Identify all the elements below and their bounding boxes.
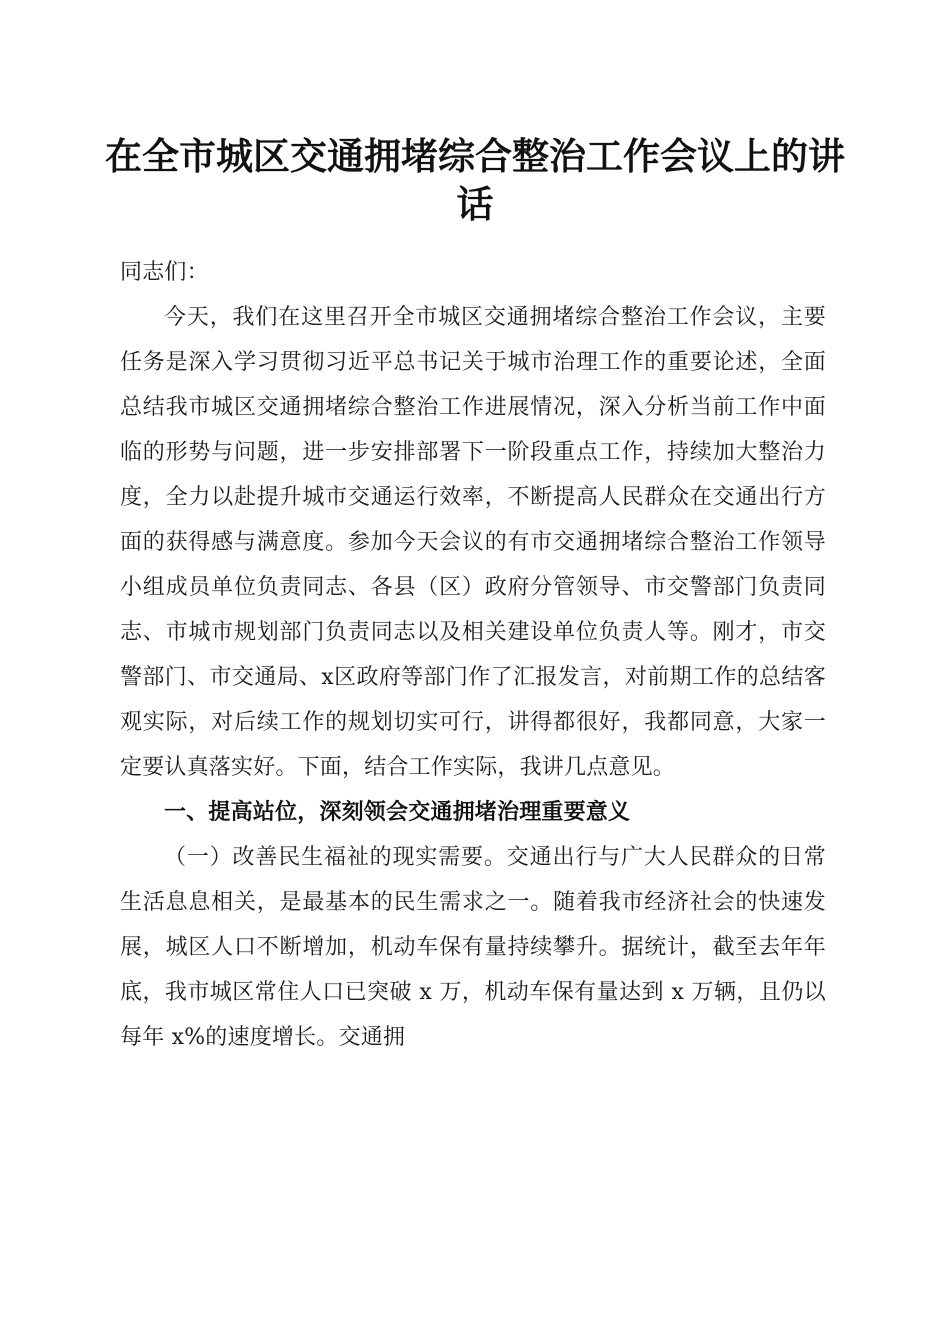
salutation: 同志们： [120,260,209,285]
intro-paragraph: 今天，我们在这里召开全市城区交通拥堵综合整治工作会议，主要任务是深入学习贯彻习近平总书记关于城市治理工作的重要论述，全面总结我市城区交通拥堵综合整治工作进展情况，深入分析当前工作中面临的形势与问题，进一步安排部署下一阶段重点工作，持续加大整治力度，全力以赴提升城市交通运行效率，不断提高人民群众在交通出行方面的获得感与满意度。参加今天会议的有市交通拥堵综合整治工作领导小组成员单位负责同志、各县（区）政府分管领导、市交警部门负责同志、市城市规划部门负责同志以及相关建设单位负责人等。刚才，市交警部门、市交通局、x区政府等部门作了汇报发言，对前期工作的总结客观实际，对后续工作的规划切实可行，讲得都很好，我都同意，大家一定要认真落实好。下面，结合工作实际，我讲几点意见。 [120,305,826,780]
subsection-paragraph [120,835,826,1060]
document-body [120,250,826,1060]
subsection-heading: （一）改善民生福祉的现实需要。 [164,845,507,870]
section-heading: 一、提高站位，深刻领会交通拥堵治理重要意义 [164,800,631,825]
document-title: 在全市城区交通拥堵综合整治工作会议上的讲话 [105,134,845,226]
subsection-text: 交通出行与广大人民群众的日常生活息息相关，是最基本的民生需求之一。随着我市经济社会的快速发展，城区人口不断增加，机动车保有量持续攀升。据统计，截至去年年底，我市城区常住人口已突破 x 万，机动车保有量达到 x 万辆，且仍以每年 x%的速度增长。交通拥 [120,845,826,1050]
